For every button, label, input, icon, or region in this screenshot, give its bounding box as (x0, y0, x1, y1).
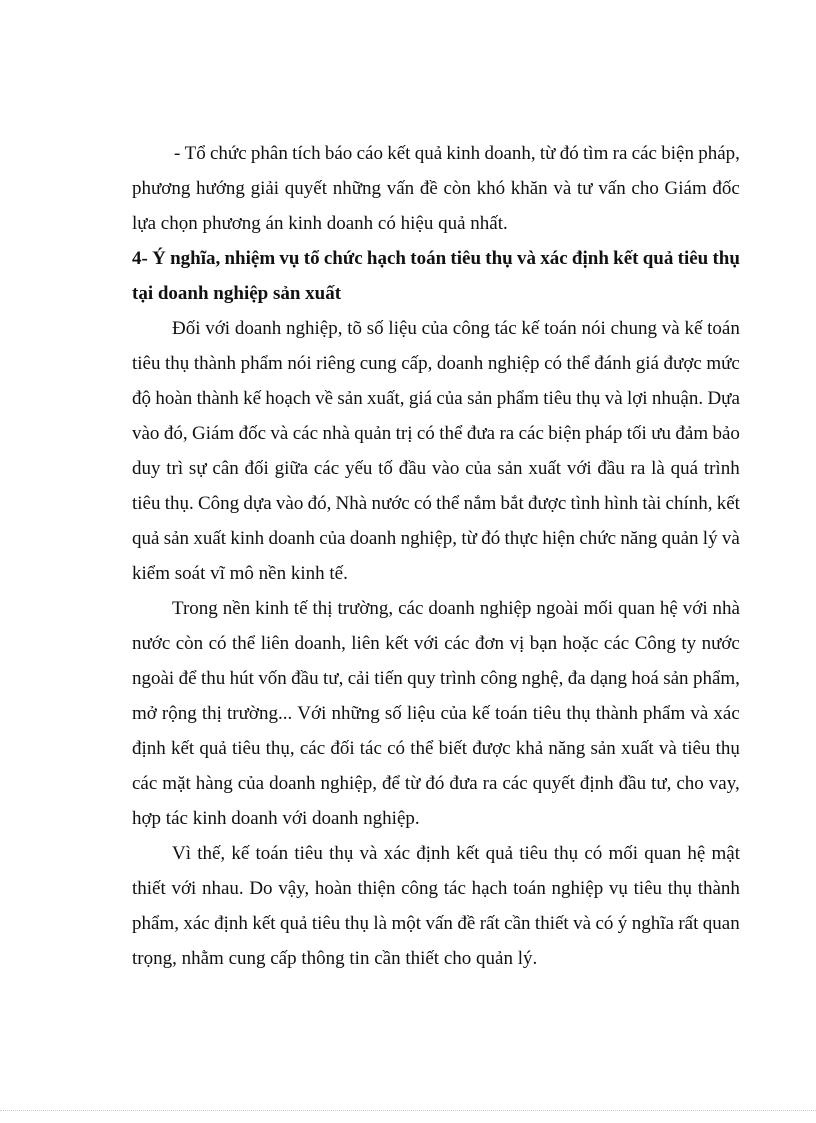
document-page (132, 136, 740, 976)
text-line: tiêu thụ thành phẩm nói riêng cung cấp, doanh nghiệp có thể đánh giá được mức (132, 353, 740, 374)
paragraph (132, 311, 740, 591)
text-line: nước còn có thể liên doanh, liên kết với các đơn vị bạn hoặc các Công ty nước (132, 633, 740, 654)
text-line: ngoài để thu hút vốn đầu tư, cải tiến quy trình công nghệ, đa dạng hoá sản phẩm, (132, 668, 740, 689)
text-line: mở rộng thị trường... Với những số liệu của kế toán tiêu thụ thành phẩm và xác (132, 703, 740, 724)
text-line: lựa chọn phương án kinh doanh có hiệu quả nhất. (132, 213, 508, 234)
section-heading (132, 241, 740, 311)
text-line: trọng, nhằm cung cấp thông tin cần thiết cho quản lý. (132, 948, 538, 969)
text-line: phương hướng giải quyết những vấn đề còn khó khăn và tư vấn cho Giám đốc (132, 178, 740, 199)
text-line: 4- Ý nghĩa, nhiệm vụ tổ chức hạch toán tiêu thụ và xác định kết quả tiêu thụ (132, 248, 740, 269)
text-line: độ hoàn thành kế hoạch về sản xuất, giá của sản phẩm tiêu thụ và lợi nhuận. Dựa (132, 388, 740, 409)
text-line: tiêu thụ. Công dựa vào đó, Nhà nước có thể nắm bắt được tình hình tài chính, kết (132, 493, 740, 514)
text-line: kiểm soát vĩ mô nền kinh tế. (132, 563, 348, 584)
page-bottom-border (0, 1110, 816, 1112)
text-line: định kết quả tiêu thụ, các đối tác có thể biết được khả năng sản xuất và tiêu thụ (132, 738, 740, 759)
text-line: phẩm, xác định kết quả tiêu thụ là một vấn đề rất cần thiết và có ý nghĩa rất quan (132, 913, 740, 934)
text-line: duy trì sự cân đối giữa các yếu tố đầu vào của sản xuất với đầu ra là quá trình (132, 458, 740, 479)
text-line: - Tổ chức phân tích báo cáo kết quả kinh doanh, từ đó tìm ra các biện pháp, (174, 143, 740, 164)
text-line: thiết với nhau. Do vậy, hoàn thiện công tác hạch toán nghiệp vụ tiêu thụ thành (132, 878, 740, 899)
text-line: quả sản xuất kinh doanh của doanh nghiệp, từ đó thực hiện chức năng quản lý và (132, 528, 740, 549)
paragraph (132, 836, 740, 976)
text-line: hợp tác kinh doanh với doanh nghiệp. (132, 808, 420, 829)
text-line: Trong nền kinh tế thị trường, các doanh nghiệp ngoài mối quan hệ với nhà (172, 598, 740, 619)
text-line: các mặt hàng của doanh nghiệp, để từ đó đưa ra các quyết định đầu tư, cho vay, (132, 773, 740, 794)
paragraph (132, 591, 740, 836)
paragraph (132, 136, 740, 241)
text-line: Vì thế, kế toán tiêu thụ và xác định kết quả tiêu thụ có mối quan hệ mật (172, 843, 740, 864)
text-line: Đối với doanh nghiệp, tõ số liệu của công tác kế toán nói chung và kế toán (172, 318, 740, 339)
text-line: tại doanh nghiệp sản xuất (132, 283, 342, 304)
text-line: vào đó, Giám đốc và các nhà quản trị có thể đưa ra các biện pháp tối ưu đảm bảo (132, 423, 740, 444)
